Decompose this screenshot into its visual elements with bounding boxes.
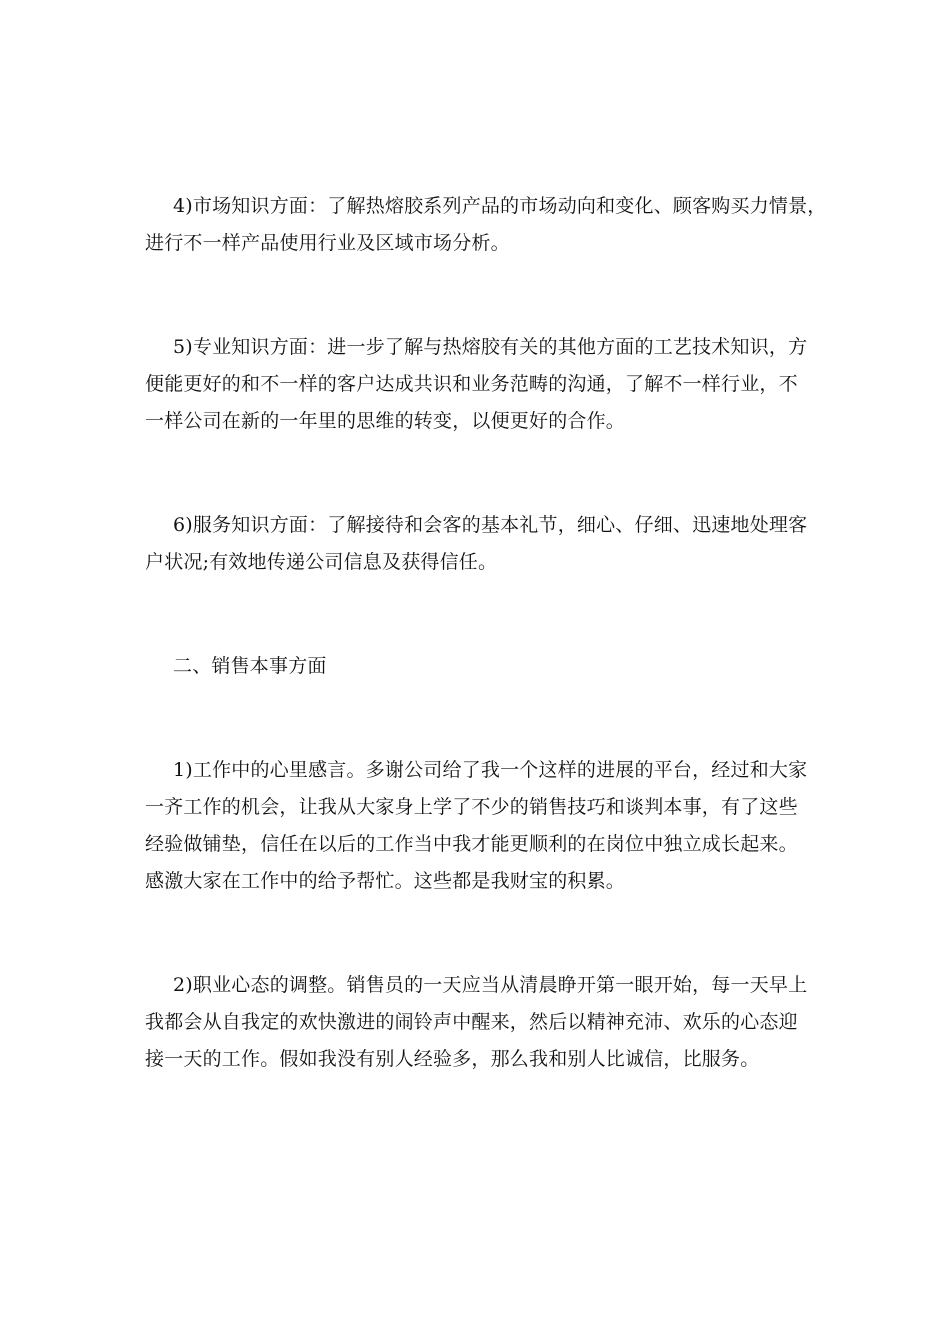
paragraph-work-thoughts-line-4: 感激大家在工作中的给予帮忙。这些都是我财宝的积累。 — [145, 870, 626, 892]
paragraph-service-knowledge-line-1: 6)服务知识方面：了解接待和会客的基本礼节，细心、仔细、迅速地处理客 — [173, 514, 808, 536]
paragraph-service-knowledge-line-2: 户状况;有效地传递公司信息及获得信任。 — [145, 551, 498, 573]
paragraph-professional-knowledge-line-1: 5)专业知识方面：进一步了解与热熔胶有关的其他方面的工艺技术知识，方 — [173, 336, 808, 358]
paragraph-work-thoughts-line-2: 一齐工作的机会，让我从大家身上学了不少的销售技巧和谈判本事，有了这些 — [145, 796, 798, 818]
paragraph-professional-knowledge-line-3: 一样公司在新的一年里的思维的转变，以便更好的合作。 — [145, 410, 626, 432]
paragraph-market-knowledge-line-2: 进行不一样产品使用行业及区域市场分析。 — [145, 232, 510, 254]
paragraph-professional-knowledge-line-2: 便能更好的和不一样的客户达成共识和业务范畴的沟通，了解不一样行业，不 — [145, 373, 798, 395]
section-heading-sales-ability: 二、销售本事方面 — [173, 655, 327, 677]
paragraph-career-mindset-line-3: 接一天的工作。假如我没有别人经验多，那么我和别人比诚信，比服务。 — [145, 1048, 760, 1070]
paragraph-market-knowledge-line-1: 4)市场知识方面：了解热熔胶系列产品的市场动向和变化、顾客购买力情景， — [173, 195, 827, 217]
paragraph-work-thoughts-line-3: 经验做铺垫，信任在以后的工作当中我才能更顺利的在岗位中独立成长起来。 — [145, 833, 798, 855]
paragraph-career-mindset-line-1: 2)职业心态的调整。销售员的一天应当从清晨睁开第一眼开始，每一天早上 — [173, 974, 808, 996]
paragraph-career-mindset-line-2: 我都会从自我定的欢快激进的闹铃声中醒来，然后以精神充沛、欢乐的心态迎 — [145, 1011, 798, 1033]
paragraph-work-thoughts-line-1: 1)工作中的心里感言。多谢公司给了我一个这样的进展的平台，经过和大家 — [173, 759, 808, 781]
